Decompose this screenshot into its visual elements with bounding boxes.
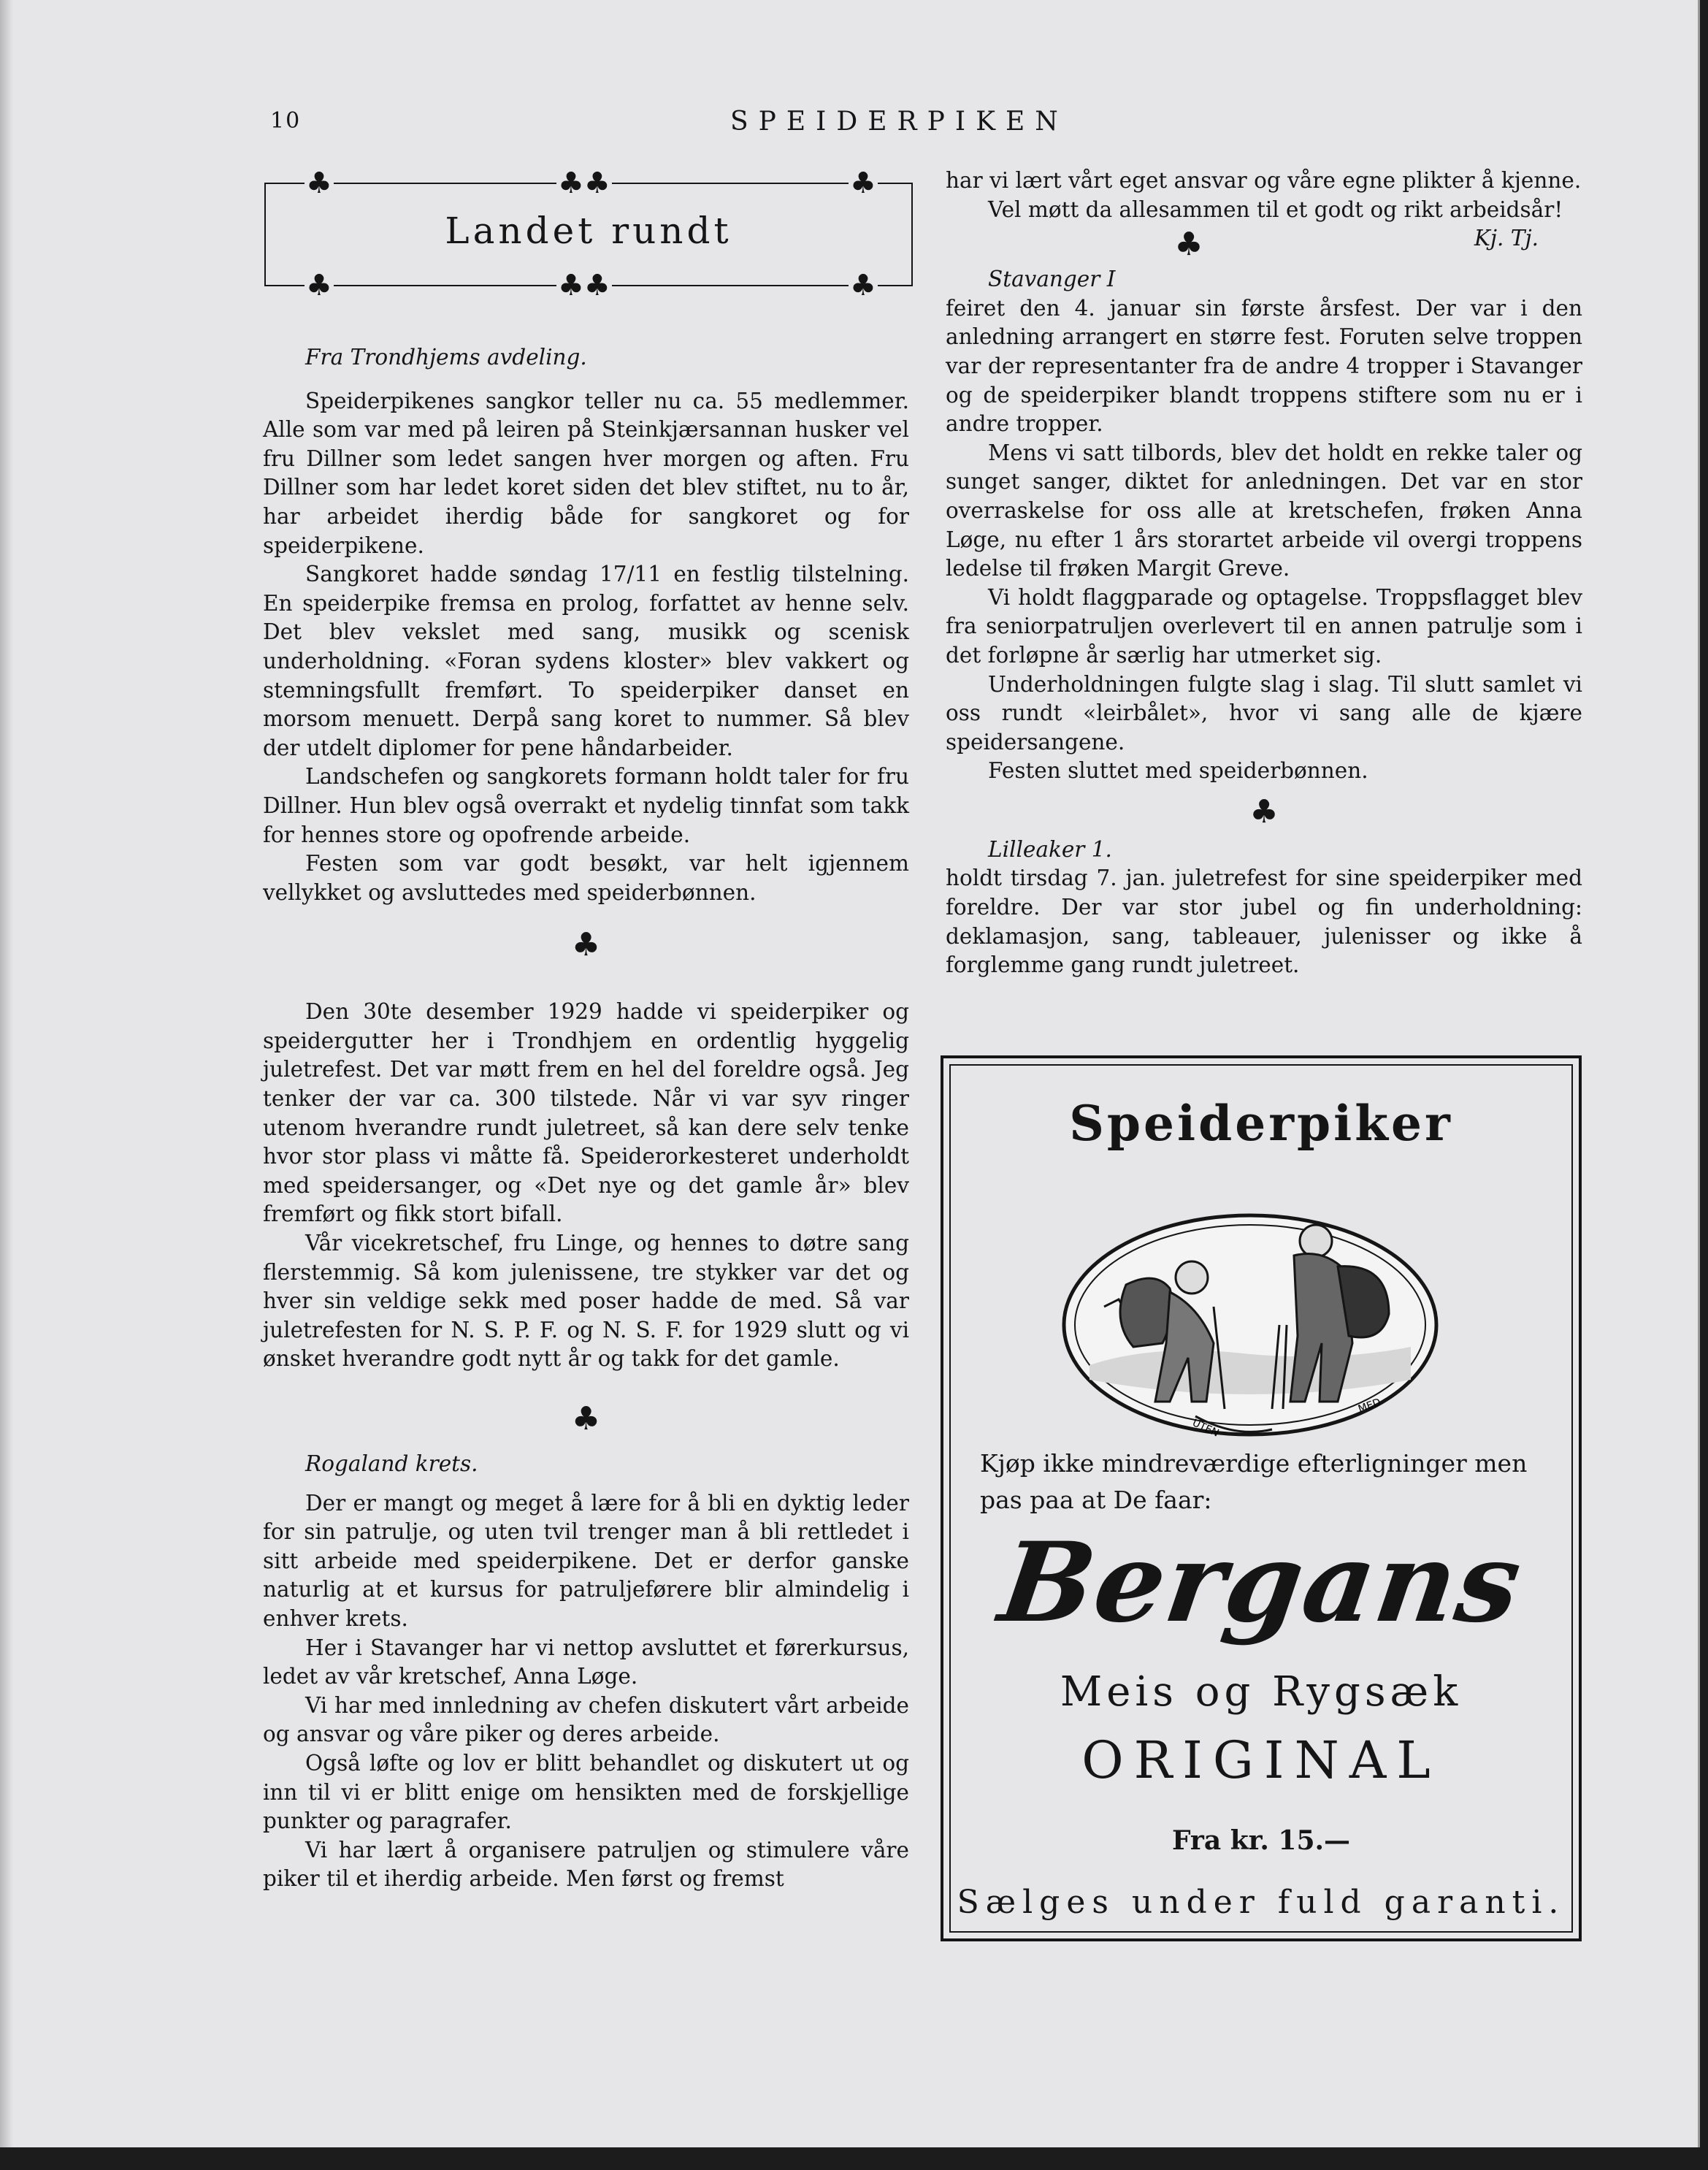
section-title: Landet rundt [445,210,732,252]
paragraph: Sangkoret hadde søndag 17/11 en festlig tilstelning. En speiderpike fremsa en prolog, forfattet av henne selv. Det blev vekslet med sang, musikk og scenisk underholdning. «Foran sydens kloster» blev vakkert og stemningsfullt fremført. To speiderpiker danset en morsom menuett. Derpå sang koret to nummer. Så blev der utdelt diplomer for pene håndarbeider. [263,562,909,760]
lilleaker-byline: Lilleaker 1. [988,836,1112,862]
paragraph: Speiderpikenes sangkor teller nu ca. 55 medlemmer. Alle som var med på leiren på Steinkjærsannan husker vel fru Dillner som ledet sangen hver morgen og aften. Fru Dillner som har ledet koret siden det blev stiftet, nu to år, har arbeidet iherdig både for sangkoret og for speiderpikene. [263,388,909,558]
paragraph: Her i Stavanger har vi nettop avsluttet et førerkursus, ledet av vår kretschef, Anna Løge. [263,1635,909,1689]
ad-frame [949,1064,1573,1933]
clover-icon: ♣ [571,926,601,964]
clover-icon: ♣ [1249,792,1279,830]
paragraph [946,196,1582,251]
clover-icon: ♣ [306,269,332,302]
clover-icon: ♣ [306,167,332,200]
paragraph: Vi har med innledning av chefen diskutert vårt arbeide og ansvar og våre piker og deres arbeide. [263,1692,909,1747]
stavanger-byline: Stavanger I [988,267,1116,292]
trondhjem-byline: Fra Trondhjems avdeling. [305,345,587,370]
clover-icon: ♣ [1174,226,1203,264]
paragraph: Også løfte og lov er blitt behandlet og diskutert ut og inn til vi er blitt enige om hensikten med de forskjellige punkter og paragrafer. [263,1750,909,1834]
paragraph: Festen sluttet med speiderbønnen. [988,758,1368,784]
section-title-box [264,167,913,302]
closing-text: Vel møtt da allesammen til et godt og rikt arbeidsår! [988,196,1563,222]
hikers-illustration-icon [1046,1197,1455,1467]
rogaland-byline: Rogaland krets. [305,1451,478,1476]
paragraph: Vår vicekretschef, fru Linge, og hennes to døtre sang flerstemmig. Så kom julenissene, tre stykker var det og hver sin veldige sekk med poser hadde de med. Så var juletrefesten for N. S. P. F. og N. S. F. for 1929 slutt og vi ønsket hverandre godt nytt år og takk for det gamle. [263,1231,909,1372]
paragraph: Mens vi satt tilbords, blev det holdt en rekke taler og sunget sanger, diktet for anledningen. Det var en stor overraskelse for oss alle at kretschefen, frøken Anna Løge, nu efter 1 års storartet arbeide vil overgi troppens ledelse til frøken Margit Greve. [946,440,1582,581]
clover-icon: ♣ [850,167,876,200]
paragraph: Landschefen og sangkorets formann holdt taler for fru Dillner. Hun blev også overrakt et nydelig tinnfat som takk for hennes store og opofrende arbeide. [263,764,909,847]
paragraph: feiret den 4. januar sin første årsfest. Der var i den anledning arrangert en større fest. Foruten selve troppen var der representanter fra de andre 4 tropper i Stavanger og de speiderpiker blandt troppens stiftere som nu er i andre tropper. [946,295,1582,437]
left-column-top [263,343,909,1894]
signature: Kj. Tj. [1474,226,1539,251]
paragraph: Festen som var godt besøkt, var helt igjennem vellykket og avsluttedes med speiderbønnen. [263,851,909,905]
page-number: 10 [270,108,302,134]
price: Fra kr. 15.— [1171,1825,1351,1856]
paragraph: har vi lært vårt eget ansvar og våre egne plikter å kjenne. [946,168,1582,193]
clover-icon: ♣ [571,1400,601,1437]
emblem-right-label: MED [1356,1396,1383,1416]
emblem-left-label: UTEN [1190,1417,1221,1440]
paragraph: Underholdningen fulgte slag i slag. Til slutt samlet vi oss rundt «leirbålet», hvor vi sang alle de kjære speidersangene. [946,671,1582,754]
brand-logo: Bergans [992,1518,1530,1647]
magazine-title: SPEIDERPIKEN [730,107,1068,137]
product-name: Meis og Rygsæk [1060,1668,1463,1716]
clover-icon: ♣♣ [558,167,610,200]
paragraph: Vi holdt flaggparade og optagelse. Troppsflagget blev fra seniorpatruljen overlevert til en annen patrulje som i det forløpne år særlig har utmerket sig. [946,584,1582,668]
right-column [946,167,1582,980]
ad-text: Kjøp ikke mindreværdige efterligninger men pas paa at De faar: [980,1449,1528,1514]
original-label: ORIGINAL [1081,1730,1441,1790]
clover-icon: ♣♣ [558,269,610,302]
guarantee: Sælges under fuld garanti. [957,1884,1566,1921]
advertisement [941,1055,1582,1941]
paragraph: Vi har lært å organisere patruljen og stimulere våre piker til et iherdig arbeide. Men først og fremst [263,1837,909,1892]
paragraph: Den 30te desember 1929 hadde vi speiderpiker og speidergutter her i Trondhjem en ordentlig hyggelig juletrefest. Det var møtt frem en hel del foreldre også. Jeg tenker der var ca. 300 tilstede. Når vi var syv ringer utenom hverandre rundt juletreet, så kan dere selv tenke hvor stor plass vi måtte få. Speiderorkesteret underholdt med speidersanger, og «Det nye og det gamle år» blev fremført og fikk stort bifall. [263,999,909,1227]
ad-title: Speiderpiker [1069,1095,1453,1152]
paragraph: Der er mangt og meget å lære for å bli en dyktig leder for sin patrulje, og uten tvil trenger man å bli rettledet i sitt arbeide med speiderpikene. Det er derfor ganske naturlig at et kursus for patruljeførere blir almindelig i enhver krets. [263,1490,909,1631]
clover-icon: ♣ [850,269,876,302]
paragraph: holdt tirsdag 7. jan. juletrefest for sine speiderpiker med foreldre. Der var stor jubel og fin underholdning: deklamasjon, sang, tableauer, julenisser og ikke å forglemme gang rundt juletreet. [946,866,1582,978]
